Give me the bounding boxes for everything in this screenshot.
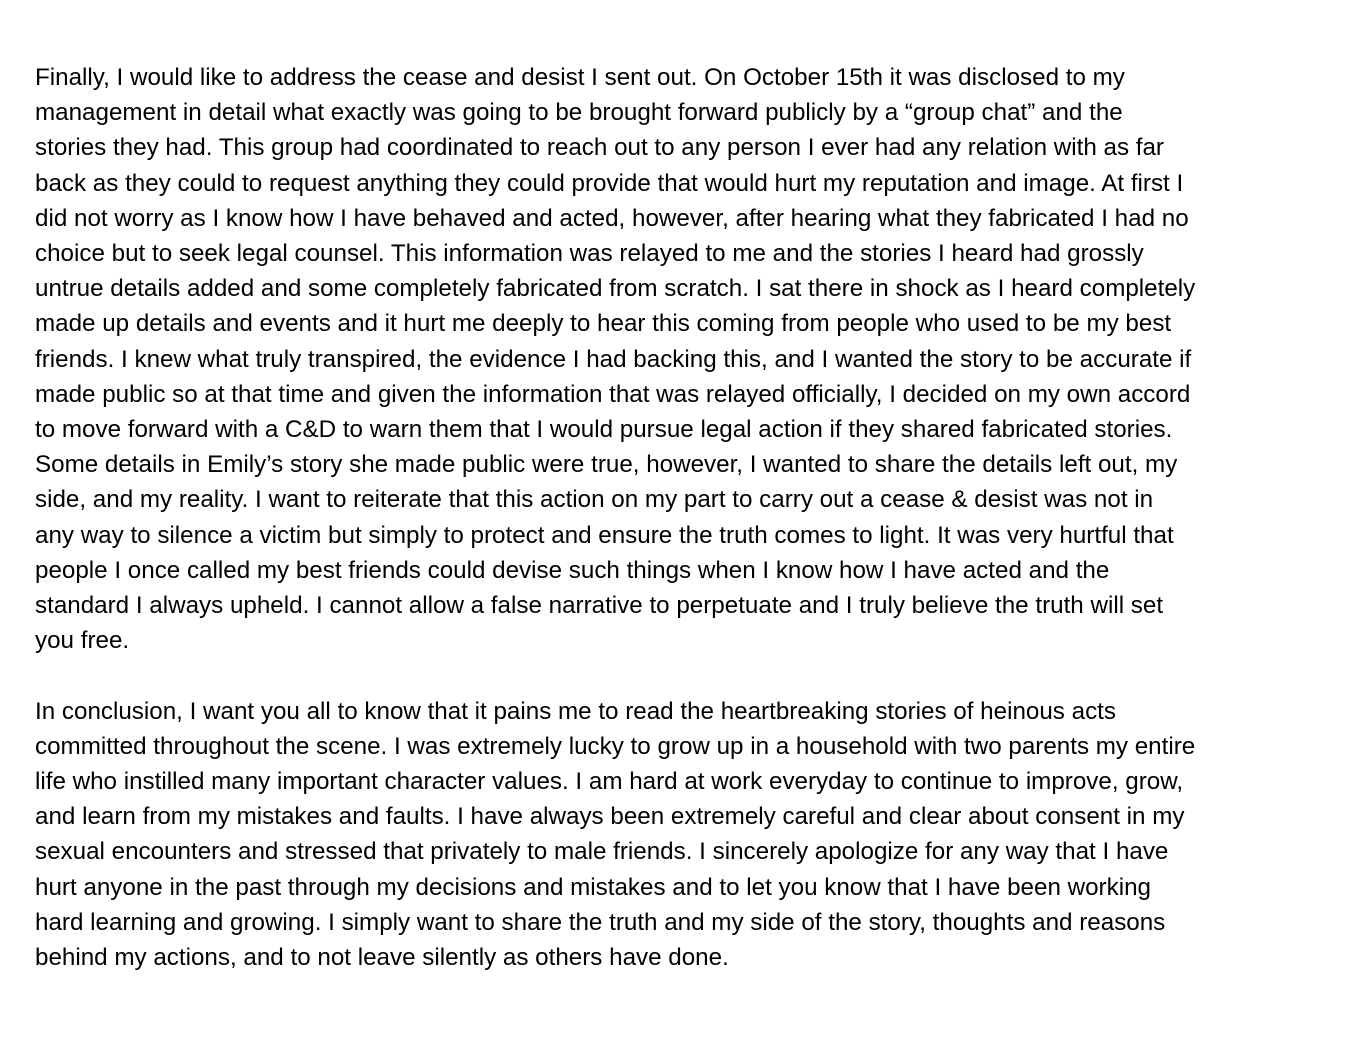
text-line: behind my actions, and to not leave silently as others have done. xyxy=(35,944,729,972)
paragraph-cease-and-desist xyxy=(35,60,1325,658)
text-line: did not worry as I know how I have behaved and acted, however, after hearing what they fabricated I had no xyxy=(35,204,1189,232)
text-line: and learn from my mistakes and faults. I have always been extremely careful and clear about consent in my xyxy=(35,803,1185,831)
text-line: to move forward with a C&D to warn them that I would pursue legal action if they shared fabricated stories. xyxy=(35,416,1173,444)
text-line: made public so at that time and given the information that was relayed officially, I decided on my own accord xyxy=(35,380,1191,408)
paragraph-conclusion xyxy=(35,694,1325,976)
text-line: Finally, I would like to address the cease and desist I sent out. On October 15th it was disclosed to my xyxy=(35,64,1125,91)
text-line: committed throughout the scene. I was extremely lucky to grow up in a household with two parents my entire xyxy=(35,732,1196,760)
text-line: untrue details added and some completely fabricated from scratch. I sat there in shock as I heard completely xyxy=(35,275,1196,303)
document-page xyxy=(35,60,1325,975)
text-line: standard I always upheld. I cannot allow a false narrative to perpetuate and I truly believe the truth will set xyxy=(35,592,1164,620)
text-line: choice but to seek legal counsel. This information was relayed to me and the stories I heard had grossly xyxy=(35,240,1144,268)
text-line: made up details and events and it hurt me deeply to hear this coming from people who used to be my best xyxy=(35,310,1172,338)
text-line: stories they had. This group had coordinated to reach out to any person I ever had any relation with as far xyxy=(35,134,1164,162)
text-line: sexual encounters and stressed that privately to male friends. I sincerely apologize for any way that I have xyxy=(35,838,1169,866)
text-line: side, and my reality. I want to reiterate that this action on my part to carry out a cease & desist was not in xyxy=(35,486,1154,514)
text-line: management in detail what exactly was going to be brought forward publicly by a “group chat” and the xyxy=(35,99,1123,127)
text-line: back as they could to request anything they could provide that would hurt my reputation and image. At first I xyxy=(35,169,1184,197)
text-line: people I once called my best friends could devise such things when I know how I have acted and the xyxy=(35,556,1110,584)
text-line: hard learning and growing. I simply want to share the truth and my side of the story, thoughts and reasons xyxy=(35,908,1166,936)
text-line: you free. xyxy=(35,627,130,655)
text-line: friends. I knew what truly transpired, the evidence I had backing this, and I wanted the story to be accurate if xyxy=(35,345,1192,373)
text-line: Some details in Emily’s story she made public were true, however, I wanted to share the details left out, my xyxy=(35,451,1178,479)
text-line: life who instilled many important character values. I am hard at work everyday to continue to improve, grow, xyxy=(35,768,1184,796)
text-line: any way to silence a victim but simply to protect and ensure the truth comes to light. It was very hurtful that xyxy=(35,521,1174,549)
text-line: hurt anyone in the past through my decisions and mistakes and to let you know that I have been working xyxy=(35,873,1151,901)
text-line: In conclusion, I want you all to know that it pains me to read the heartbreaking stories of heinous acts xyxy=(35,697,1116,725)
